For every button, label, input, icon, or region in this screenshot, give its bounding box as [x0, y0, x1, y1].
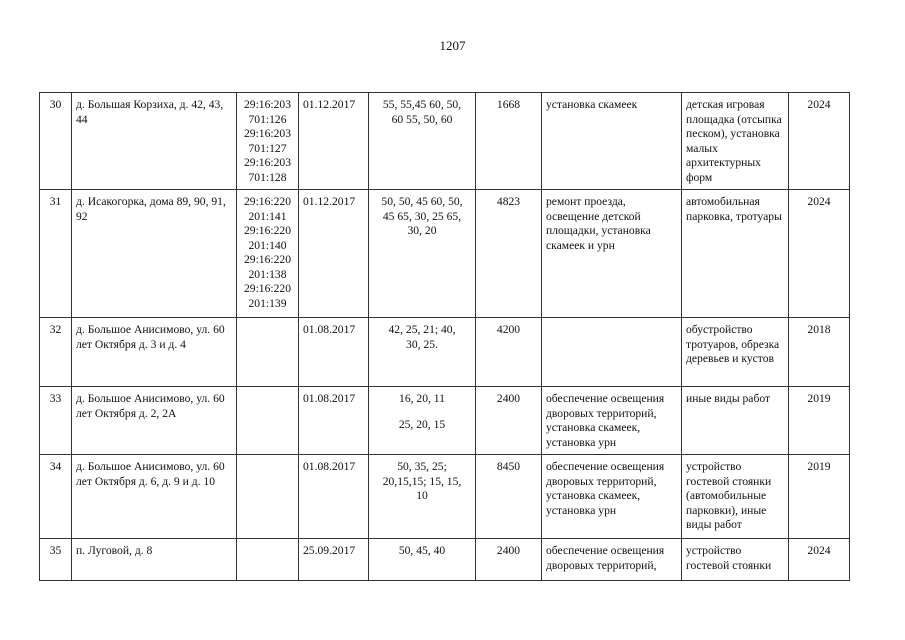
dimensions-cell-line: 50, 45, 40 — [398, 544, 446, 557]
table-row — [40, 93, 850, 190]
year-cell: 2019 — [789, 387, 850, 455]
cadastral-cell-line: 29:16:203 — [243, 98, 292, 111]
table-row — [40, 455, 850, 539]
other-works-cell: обустройство тротуаров, обрезка деревьев и кустов — [682, 318, 789, 387]
row-number-cell: 32 — [40, 318, 72, 387]
cadastral-cell-line: 201:141 — [248, 209, 287, 223]
cadastral-cell-line: 29:16:220 — [243, 224, 292, 237]
date-cell: 01.08.2017 — [299, 455, 369, 539]
planned-works-cell: обеспечение освещения дворовых территорий, установка скамеек, установка урн — [542, 387, 682, 455]
dimensions-cell-line: 50, 50, 45 60, 50, — [381, 195, 463, 208]
cadastral-cell — [237, 539, 299, 581]
planned-works-cell: обеспечение освещения дворовых территорий, — [542, 539, 682, 581]
year-cell: 2018 — [789, 318, 850, 387]
dimensions-cell-line: 16, 20, 11 — [399, 392, 445, 405]
cadastral-cell-line: 29:16:203 — [243, 156, 292, 169]
dimensions-cell-line: 45 65, 30, 25 65, — [382, 209, 462, 223]
dimensions-cell — [369, 387, 476, 455]
cadastral-cell-line: 701:128 — [248, 170, 287, 184]
date-cell: 01.08.2017 — [299, 387, 369, 455]
dimensions-cell — [369, 539, 476, 581]
table-row — [40, 318, 850, 387]
address-cell: д. Исакогорка, дома 89, 90, 91, 92 — [72, 190, 237, 318]
dimensions-cell-line: 25, 20, 15 — [398, 417, 446, 431]
row-number-cell: 33 — [40, 387, 72, 455]
row-number-cell: 34 — [40, 455, 72, 539]
area-cell: 2400 — [476, 387, 542, 455]
address-cell: д. Большое Анисимово, ул. 60 лет Октября д. 2, 2А — [72, 387, 237, 455]
date-cell: 01.12.2017 — [299, 93, 369, 190]
cadastral-cell-line: 29:16:220 — [243, 195, 292, 208]
planned-works-cell: обеспечение освещения дворовых территорий, установка скамеек, установка урн — [542, 455, 682, 539]
other-works-cell: устройство гостевой стоянки — [682, 539, 789, 581]
row-number-cell: 31 — [40, 190, 72, 318]
year-cell: 2024 — [789, 539, 850, 581]
table-row — [40, 387, 850, 455]
year-cell: 2019 — [789, 455, 850, 539]
cadastral-cell — [237, 190, 299, 318]
address-cell: д. Большая Корзиха, д. 42, 43, 44 — [72, 93, 237, 190]
date-cell: 01.08.2017 — [299, 318, 369, 387]
row-number-cell: 35 — [40, 539, 72, 581]
cadastral-cell — [237, 318, 299, 387]
dimensions-cell — [369, 190, 476, 318]
dimensions-cell-line: 30, 25. — [406, 337, 438, 351]
year-cell: 2024 — [789, 190, 850, 318]
page-number: 1207 — [439, 38, 466, 53]
planned-works-cell: ремонт проезда, освещение детской площадки, установка скамеек и урн — [542, 190, 682, 318]
dimensions-cell — [369, 455, 476, 539]
cadastral-cell-line: 29:16:220 — [243, 282, 292, 295]
area-cell: 1668 — [476, 93, 542, 190]
dimensions-cell-line: 60 55, 50, 60 — [391, 112, 453, 126]
cadastral-cell-line: 29:16:220 — [243, 253, 292, 266]
area-cell: 4823 — [476, 190, 542, 318]
cadastral-cell-line: 201:139 — [248, 296, 287, 310]
cadastral-cell-line: 701:126 — [248, 112, 287, 126]
cadastral-cell — [237, 387, 299, 455]
cadastral-cell-line: 701:127 — [248, 141, 287, 155]
dimensions-cell-line: 42, 25, 21; 40, — [388, 323, 456, 336]
other-works-cell: автомобильная парковка, тротуары — [682, 190, 789, 318]
cadastral-cell — [237, 455, 299, 539]
planned-works-cell: установка скамеек — [542, 93, 682, 190]
table-body — [40, 93, 850, 581]
area-cell: 4200 — [476, 318, 542, 387]
date-cell: 25.09.2017 — [299, 539, 369, 581]
cadastral-cell-line: 29:16:203 — [243, 127, 292, 140]
dimensions-cell-line: 20,15,15; 15, 15, — [382, 474, 462, 488]
other-works-cell: иные виды работ — [682, 387, 789, 455]
year-cell: 2024 — [789, 93, 850, 190]
dimensions-cell-line: 10 — [416, 489, 428, 502]
dimensions-cell — [369, 318, 476, 387]
row-number-cell: 30 — [40, 93, 72, 190]
area-cell: 8450 — [476, 455, 542, 539]
planned-works-cell — [542, 318, 682, 387]
other-works-cell: детская игровая площадка (отсыпка песком), установка малых архитектурных форм — [682, 93, 789, 190]
table-row — [40, 539, 850, 581]
dimensions-cell-line — [373, 407, 471, 418]
dimensions-cell — [369, 93, 476, 190]
dimensions-cell-line: 55, 55,45 60, 50, — [382, 98, 462, 111]
cadastral-cell — [237, 93, 299, 190]
address-cell: д. Большое Анисимово, ул. 60 лет Октября д. 6, д. 9 и д. 10 — [72, 455, 237, 539]
dimensions-cell-line: 50, 35, 25; — [397, 460, 447, 473]
dimensions-cell-line: 30, 20 — [407, 224, 437, 237]
date-cell: 01.12.2017 — [299, 190, 369, 318]
address-cell: д. Большое Анисимово, ул. 60 лет Октября д. 3 и д. 4 — [72, 318, 237, 387]
cadastral-cell-line: 201:138 — [248, 267, 287, 281]
table-row — [40, 190, 850, 318]
area-cell: 2400 — [476, 539, 542, 581]
cadastral-cell-line: 201:140 — [248, 238, 287, 252]
other-works-cell: устройство гостевой стоянки (автомобильные парковки), иные виды работ — [682, 455, 789, 539]
courtyard-registry-table — [39, 92, 850, 581]
address-cell: п. Луговой, д. 8 — [72, 539, 237, 581]
